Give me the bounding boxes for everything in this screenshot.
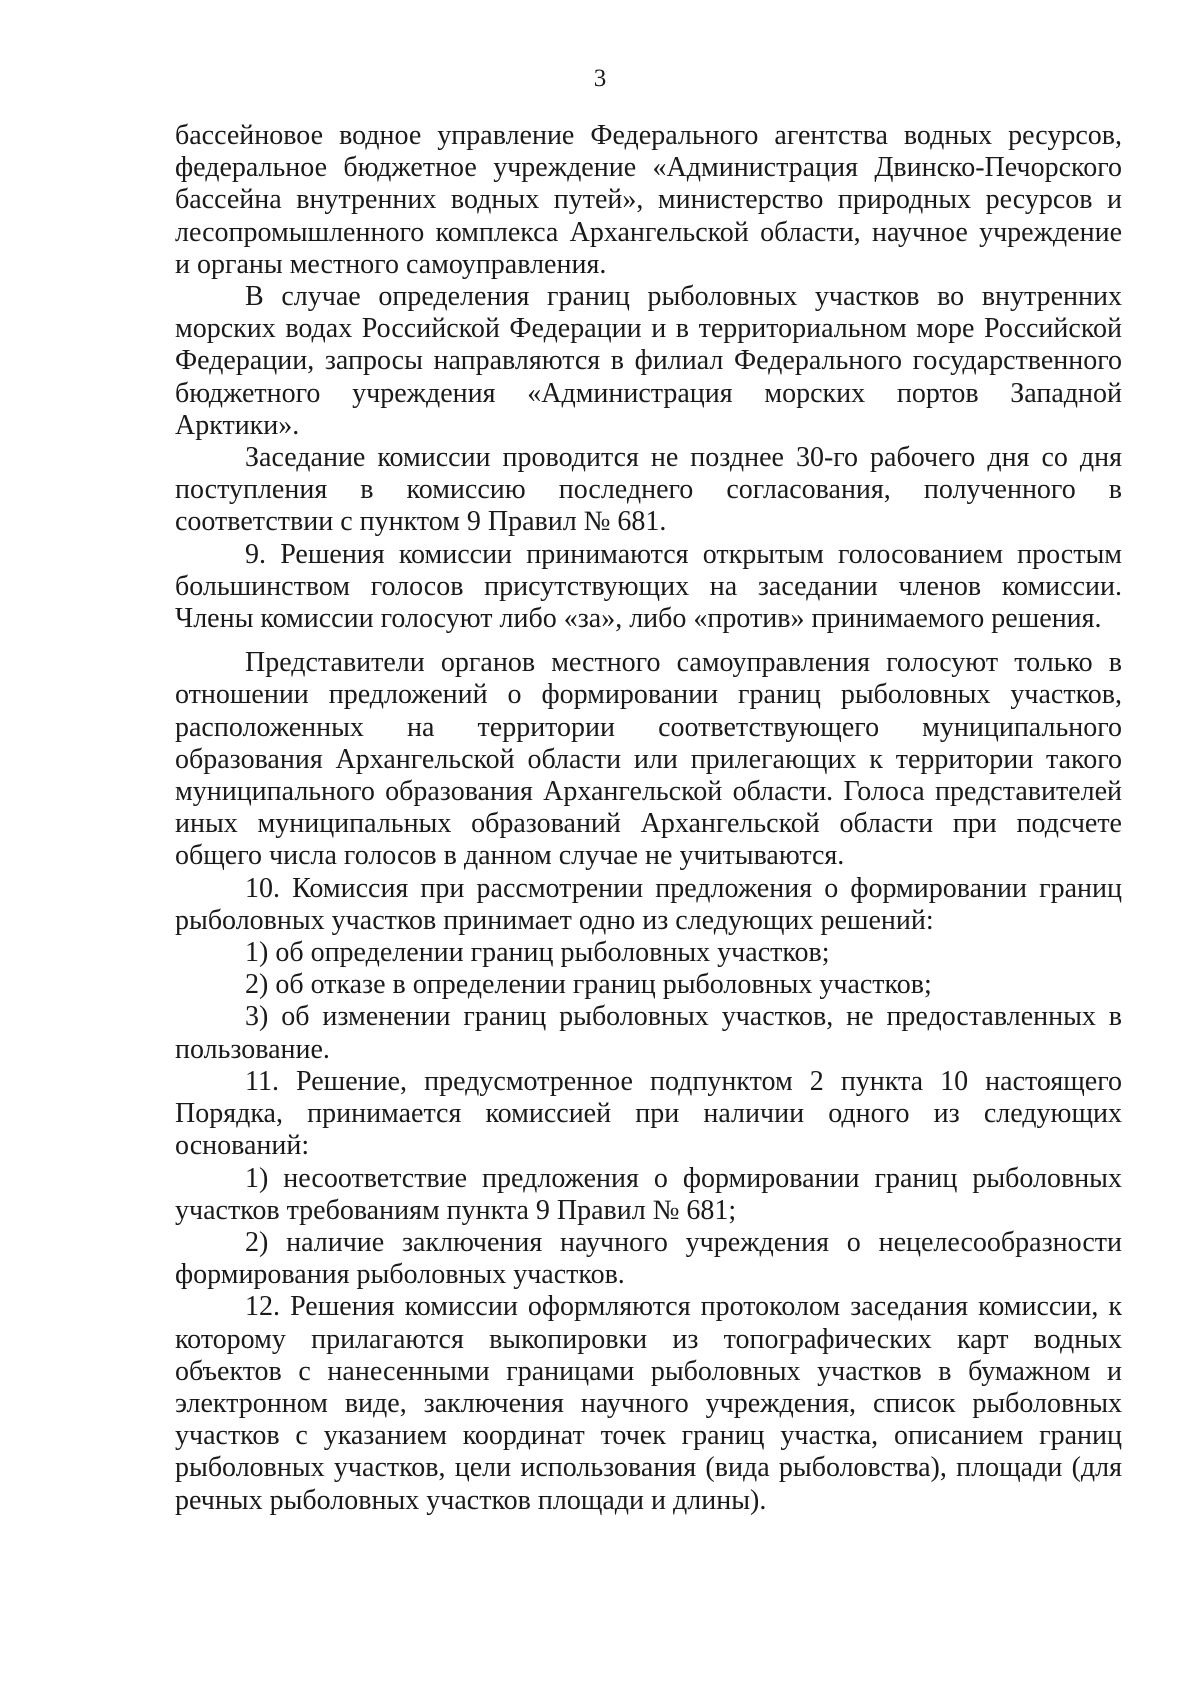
paragraph: В случае определения границ рыболовных участков во внутренних морских водах Российской Федерации и в территориальном море Российской Федерации, запросы направляются в филиал Федерального государственного бюджетного учреждения «Администрация морских портов Западной Арктики».	[175, 281, 1122, 441]
paragraph: Представители органов местного самоуправления голосуют только в отношении предложений о формировании границ рыболовных участков, расположенных на территории соответствующего муниципального образования Архангельской области или прилегающих к территории такого муниципального образования Архангельской области. Голоса представителей иных муниципальных образований Архангельской области при подсчете общего числа голосов в данном случае не учитываются.	[175, 647, 1122, 872]
list-item: 2) об отказе в определении границ рыболовных участков;	[245, 969, 932, 1001]
list-item: 1) несоответствие предложения о формировании границ рыболовных участков требованиям пункта 9 Правил № 681;	[175, 1162, 1122, 1226]
list-item: 1) об определении границ рыболовных участков;	[245, 937, 830, 969]
paragraph-item-12: 12. Решения комиссии оформляются протоколом заседания комиссии, к которому прилагаются выкопировки из топографических карт водных объектов с нанесенными границами рыболовных участков в бумажном и электронном виде, заключения научного учреждения, список рыболовных участков с указанием координат точек границ участка, описанием границ рыболовных участков, цели использования (вида рыболовства), площади (для речных рыболовных участков площади и длины).	[175, 1291, 1122, 1516]
list-item: 3) об изменении границ рыболовных участков, не предоставленных в пользование.	[175, 1001, 1122, 1065]
paragraph: Заседание комиссии проводится не позднее 30-го рабочего дня со дня поступления в комиссию последнего согласования, полученного в соответствии с пунктом 9 Правил № 681.	[175, 442, 1122, 538]
document-body	[175, 120, 1122, 1517]
paragraph-item-11: 11. Решение, предусмотренное подпунктом 2 пункта 10 настоящего Порядка, принимается комиссией при наличии одного из следующих оснований:	[175, 1065, 1122, 1162]
paragraph-item-10: 10. Комиссия при рассмотрении предложения о формировании границ рыболовных участков принимает одно из следующих решений:	[175, 872, 1122, 936]
list-item: 2) наличие заключения научного учреждения о нецелесообразности формирования рыболовных участков.	[175, 1226, 1122, 1291]
paragraph-item-9: 9. Решения комиссии принимаются открытым голосованием простым большинством голосов присутствующих на заседании членов комиссии. Члены комиссии голосуют либо «за», либо «против» принимаемого решения.	[175, 538, 1122, 635]
page-number: 3	[593, 65, 607, 92]
paragraph: бассейновое водное управление Федерального агентства водных ресурсов, федеральное бюджетное учреждение «Администрация Двинско-Печорского бассейна внутренних водных путей», министерство природных ресурсов и лесопромышленного комплекса Архангельской области, научное учреждение и органы местного самоуправления.	[175, 120, 1122, 280]
